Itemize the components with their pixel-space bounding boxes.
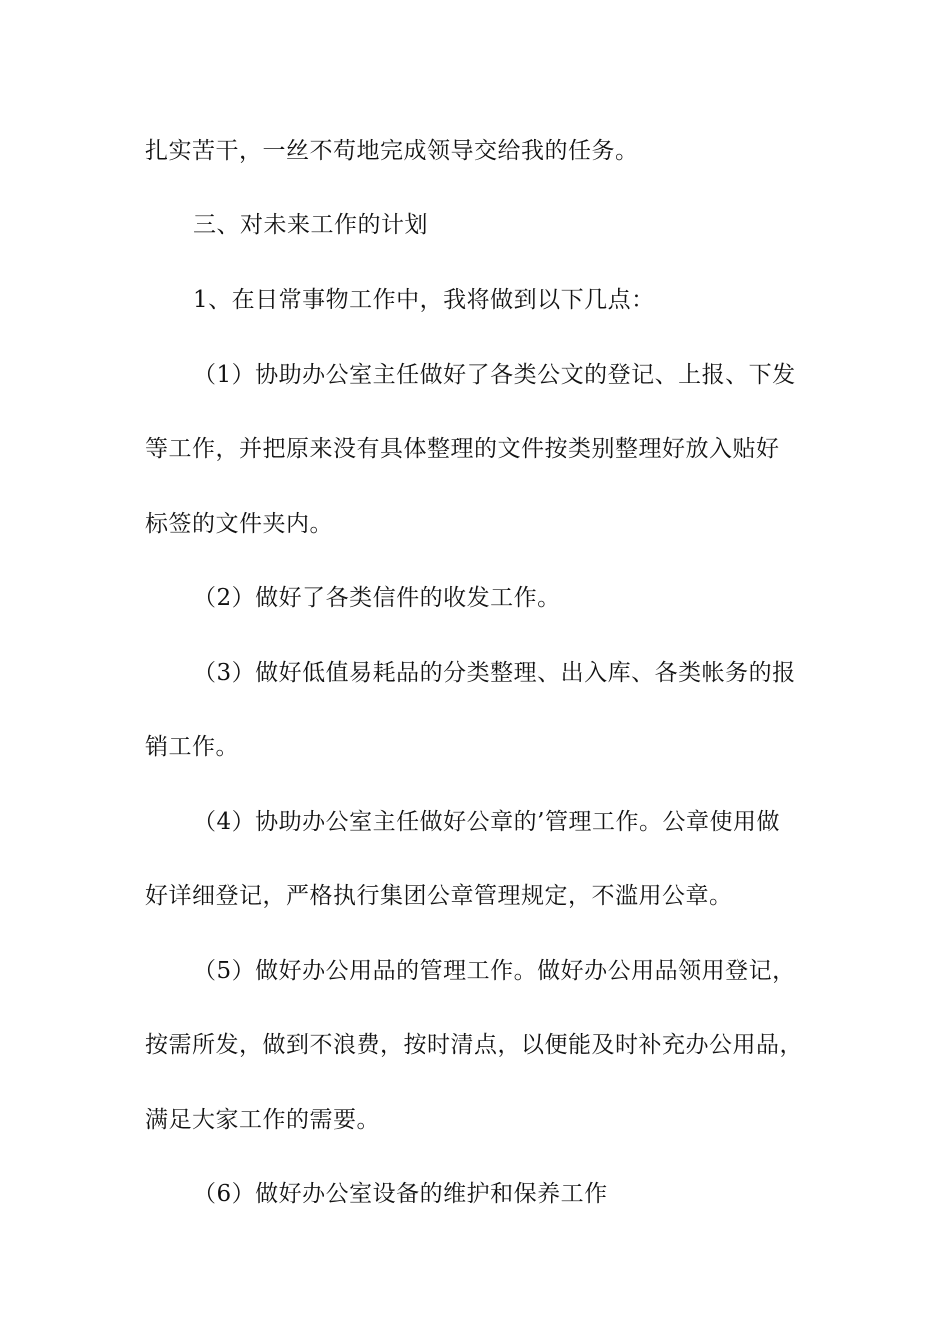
list-item-1-line: 等工作，并把原来没有具体整理的文件按类别整理好放入贴好	[145, 436, 780, 462]
section-heading: 三、对未来工作的计划	[193, 212, 428, 238]
list-item-4-line: （4）协助办公室主任做好公章的’管理工作。公章使用做	[193, 809, 780, 835]
list-item-4-line: 好详细登记，严格执行集团公章管理规定，不滥用公章。	[145, 883, 733, 909]
list-item-2-line: （2）做好了各类信件的收发工作。	[193, 585, 561, 611]
list-item-3-line: （3）做好低值易耗品的分类整理、出入库、各类帐务的报	[193, 660, 796, 686]
list-item-5-line: （5）做好办公用品的管理工作。做好办公用品领用登记，	[193, 958, 796, 984]
list-item-1-line: （1）协助办公室主任做好了各类公文的登记、上报、下发	[193, 362, 796, 388]
list-item-3-line: 销工作。	[145, 734, 239, 760]
list-item-5-line: 按需所发，做到不浪费，按时清点，以便能及时补充办公用品，	[145, 1032, 803, 1058]
list-item-5-line: 满足大家工作的需要。	[145, 1107, 380, 1133]
subsection-heading: 1、在日常事物工作中，我将做到以下几点：	[193, 287, 655, 313]
list-item-1-line: 标签的文件夹内。	[145, 511, 333, 537]
paragraph-line: 扎实苦干，一丝不苟地完成领导交给我的任务。	[145, 138, 639, 164]
list-item-6-line: （6）做好办公室设备的维护和保养工作	[193, 1181, 608, 1207]
